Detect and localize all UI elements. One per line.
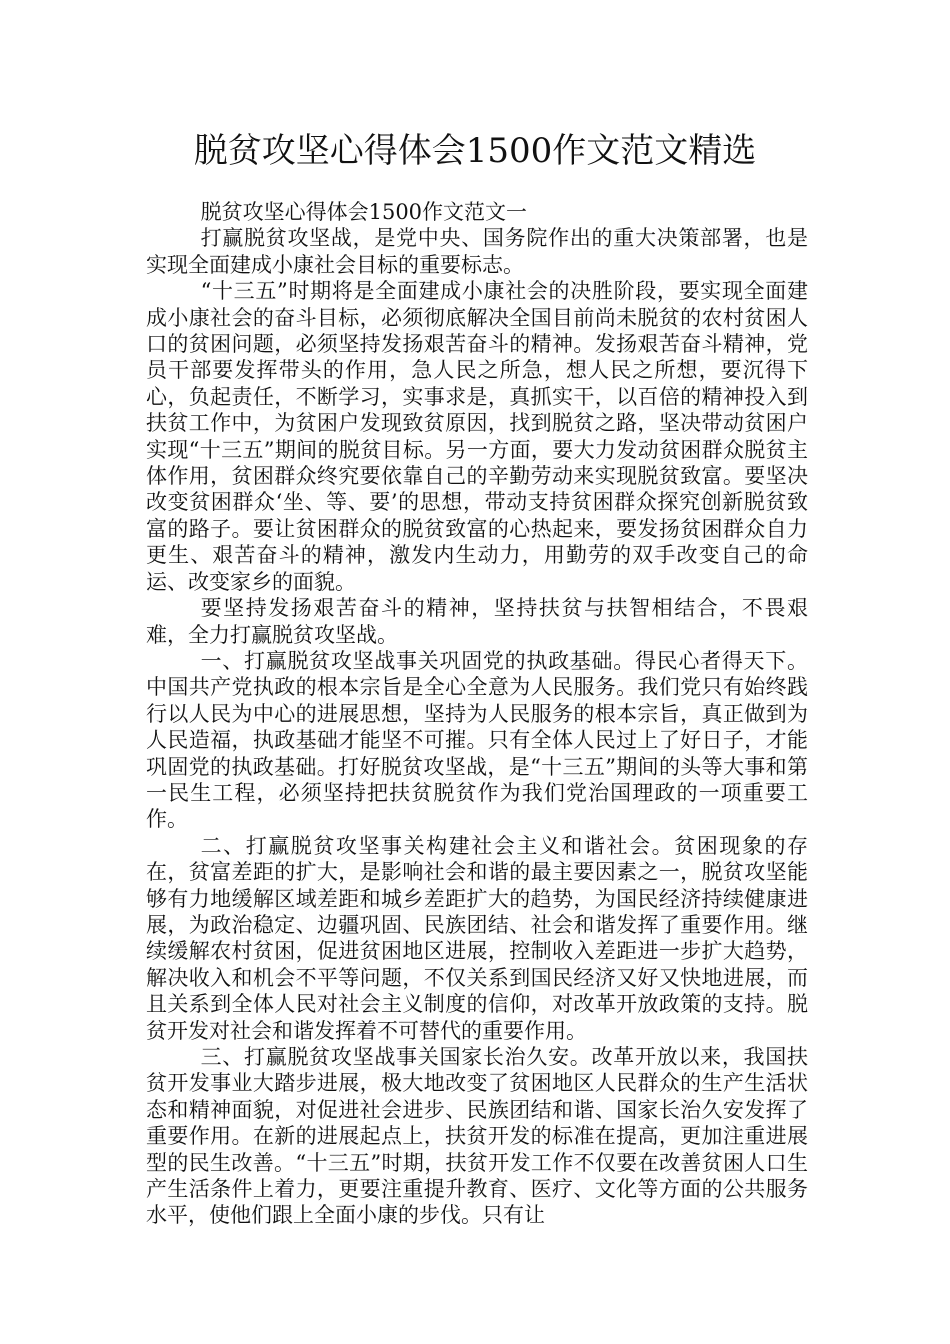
paragraph-3: 要坚持发扬艰苦奋斗的精神，坚持扶贫与扶智相结合，不畏艰难，全力打赢脱贫攻坚战。 (146, 596, 808, 647)
paragraph-1: 打赢脱贫攻坚战，是党中央、国务院作出的重大决策部署，也是实现全面建成小康社会目标的重要标志。 (146, 226, 808, 277)
paragraph-2: “十三五”时期将是全面建成小康社会的决胜阶段，要实现全面建成小康社会的奋斗目标，必须彻底解决全国目前尚未脱贫的农村贫困人口的贫困问题，必须坚持发扬艰苦奋斗的精神。发扬艰苦奋斗精神，党员干部要发挥带头的作用，急人民之所急，想人民之所想，要沉得下心，负起责任，不断学习，实事求是，真抓实干，以百倍的精神投入到扶贫工作中，为贫困户发现致贫原因，找到脱贫之路，坚决带动贫困户实现“十三五”期间的脱贫目标。另一方面，要大力发动贫困群众脱贫主体作用，贫困群众终究要依靠自己的辛勤劳动来实现脱贫致富。要坚决改变贫困群众‘坐、等、要’的思想，带动支持贫困群众探究创新脱贫致富的路子。要让贫困群众的脱贫致富的心热起来，要发扬贫困群众自力更生、艰苦奋斗的精神，激发内生动力，用勤劳的双手改变自己的命运、改变家乡的面貌。 (146, 279, 808, 594)
document-title: 脱贫攻坚心得体会1500作文范文精选 (193, 131, 757, 171)
section-subtitle: 脱贫攻坚心得体会1500作文范文一 (200, 200, 528, 224)
paragraph-5: 二、打赢脱贫攻坚事关构建社会主义和谐社会。贫困现象的存在，贫富差距的扩大，是影响社会和谐的最主要因素之一，脱贫攻坚能够有力地缓解区域差距和城乡差距扩大的趋势，为国民经济持续健康进展，为政治稳定、边疆巩固、民族团结、社会和谐发挥了重要作用。继续缓解农村贫困，促进贫困地区进展，控制收入差距进一步扩大趋势，解决收入和机会不平等问题，不仅关系到国民经济又好又快地进展，而且关系到全体人民对社会主义制度的信仰，对改革开放政策的支持。脱贫开发对社会和谐发挥着不可替代的重要作用。 (146, 833, 808, 1043)
paragraph-6: 三、打赢脱贫攻坚战事关国家长治久安。改革开放以来，我国扶贫开发事业大踏步进展，极大地改变了贫困地区人民群众的生产生活状态和精神面貌，对促进社会进步、民族团结和谐、国家长治久安发挥了重要作用。在新的进展起点上，扶贫开发的标准在提高，更加注重进展型的民生改善。“十三五”时期，扶贫开发工作不仅要在改善贫困人口生产生活条件上着力，更要注重提升教育、医疗、文化等方面的公共服务水平，使他们跟上全面小康的步伐。只有让 (146, 1045, 808, 1228)
paragraph-4: 一、打赢脱贫攻坚战事关巩固党的执政基础。得民心者得天下。中国共产党执政的根本宗旨是全心全意为人民服务。我们党只有始终践行以人民为中心的进展思想，坚持为人民服务的根本宗旨，真正做到为人民造福，执政基础才能坚不可摧。只有全体人民过上了好日子，才能巩固党的执政基础。打好脱贫攻坚战，是“十三五”期间的头等大事和第一民生工程，必须坚持把扶贫脱贫作为我们党治国理政的一项重要工作。 (146, 648, 808, 832)
document-body (146, 199, 808, 1229)
